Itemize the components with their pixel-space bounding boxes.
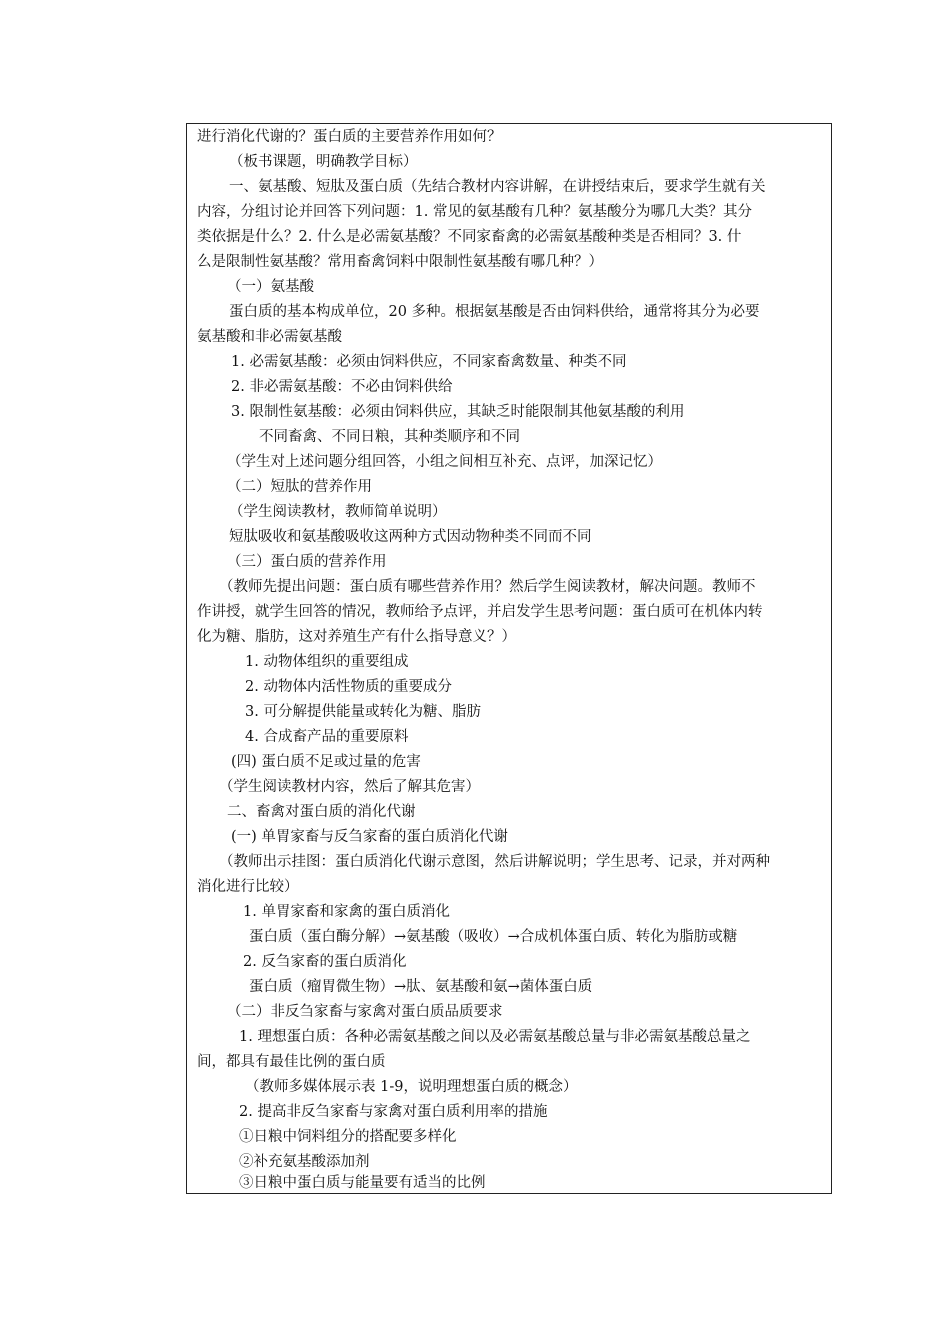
list-item: 3. 可分解提供能量或转化为糖、脂肪 [245,704,481,720]
subsection-heading: (四) 蛋白质不足或过量的危害 [231,754,421,770]
subsection-heading: （二）短肽的营养作用 [227,479,372,495]
text-line: 蛋白质（瘤胃微生物）→肽、氨基酸和氨→菌体蛋白质 [249,979,593,995]
text-line: 蛋白质（蛋白酶分解）→氨基酸（吸收）→合成机体蛋白质、转化为脂肪或糖 [249,929,738,945]
subsection-heading: (一) 单胃家畜与反刍家畜的蛋白质消化代谢 [231,829,508,845]
text-line: 化为糖、脂肪，这对养殖生产有什么指导意义？） [197,629,516,645]
list-item: ②补充氨基酸添加剂 [239,1154,370,1170]
text-line: 么是限制性氨基酸？常用畜禽饲料中限制性氨基酸有哪几种？） [197,254,603,270]
list-item: 2. 反刍家畜的蛋白质消化 [243,954,407,970]
list-item: 1. 必需氨基酸：必须由饲料供应，不同家畜禽数量、种类不同 [231,354,627,370]
list-item: ③日粮中蛋白质与能量要有适当的比例 [239,1175,486,1191]
text-line: （板书课题，明确教学目标） [229,154,418,170]
section-heading: 二、畜禽对蛋白质的消化代谢 [227,804,416,820]
list-item: 3. 限制性氨基酸：必须由饲料供应，其缺乏时能限制其他氨基酸的利用 [231,404,685,420]
list-item: 1. 单胃家畜和家禽的蛋白质消化 [243,904,450,920]
text-line: 不同畜禽、不同日粮，其种类顺序和不同 [259,429,520,445]
subsection-heading: （二）非反刍家畜与家禽对蛋白质品质要求 [227,1004,503,1020]
list-item: 2. 动物体内活性物质的重要成分 [245,679,452,695]
list-item: 2. 非必需氨基酸：不必由饲料供给 [231,379,453,395]
text-line: 氨基酸和非必需氨基酸 [197,329,342,345]
text-line: 间，都具有最佳比例的蛋白质 [197,1054,386,1070]
text-line: 内容，分组讨论并回答下列问题：1. 常见的氨基酸有几种？氨基酸分为哪几大类？其分 [197,204,752,220]
text-line: （教师出示挂图：蛋白质消化代谢示意图，然后讲解说明；学生思考、记录，并对两种 [219,854,770,870]
list-item: 1. 动物体组织的重要组成 [245,654,409,670]
text-line: 进行消化代谢的？蛋白质的主要营养作用如何？ [197,129,502,145]
list-item: 1. 理想蛋白质：各种必需氨基酸之间以及必需氨基酸总量与非必需氨基酸总量之 [239,1029,751,1045]
text-line: 短肽吸收和氨基酸吸收这两种方式因动物种类不同而不同 [229,529,592,545]
text-line: （学生对上述问题分组回答，小组之间相互补充、点评，加深记忆） [227,454,662,470]
text-line: 消化进行比较） [197,879,299,895]
list-item: ①日粮中饲料组分的搭配要多样化 [239,1129,457,1145]
content-table-cell [186,123,832,1194]
text-line: （学生阅读教材，教师简单说明） [229,504,447,520]
list-item: 4. 合成畜产品的重要原料 [245,729,409,745]
subsection-heading: （一）氨基酸 [227,279,314,295]
text-line: （教师多媒体展示表 1-9，说明理想蛋白质的概念） [245,1079,578,1095]
subsection-heading: （三）蛋白质的营养作用 [227,554,387,570]
text-line: （教师先提出问题：蛋白质有哪些营养作用？然后学生阅读教材，解决问题。教师不 [219,579,756,595]
section-heading: 一、氨基酸、短肽及蛋白质（先结合教材内容讲解，在讲授结束后，要求学生就有关 [229,179,766,195]
text-line: 类依据是什么？2. 什么是必需氨基酸？不同家畜禽的必需氨基酸种类是否相同？3. 什 [197,229,742,245]
list-item: 2. 提高非反刍家畜与家禽对蛋白质利用率的措施 [239,1104,548,1120]
text-line: （学生阅读教材内容，然后了解其危害） [219,779,480,795]
text-line: 作讲授，就学生回答的情况，教师给予点评，并启发学生思考问题：蛋白质可在机体内转 [197,604,763,620]
text-line: 蛋白质的基本构成单位，20 多种。根据氨基酸是否由饲料供给，通常将其分为必要 [229,304,760,320]
